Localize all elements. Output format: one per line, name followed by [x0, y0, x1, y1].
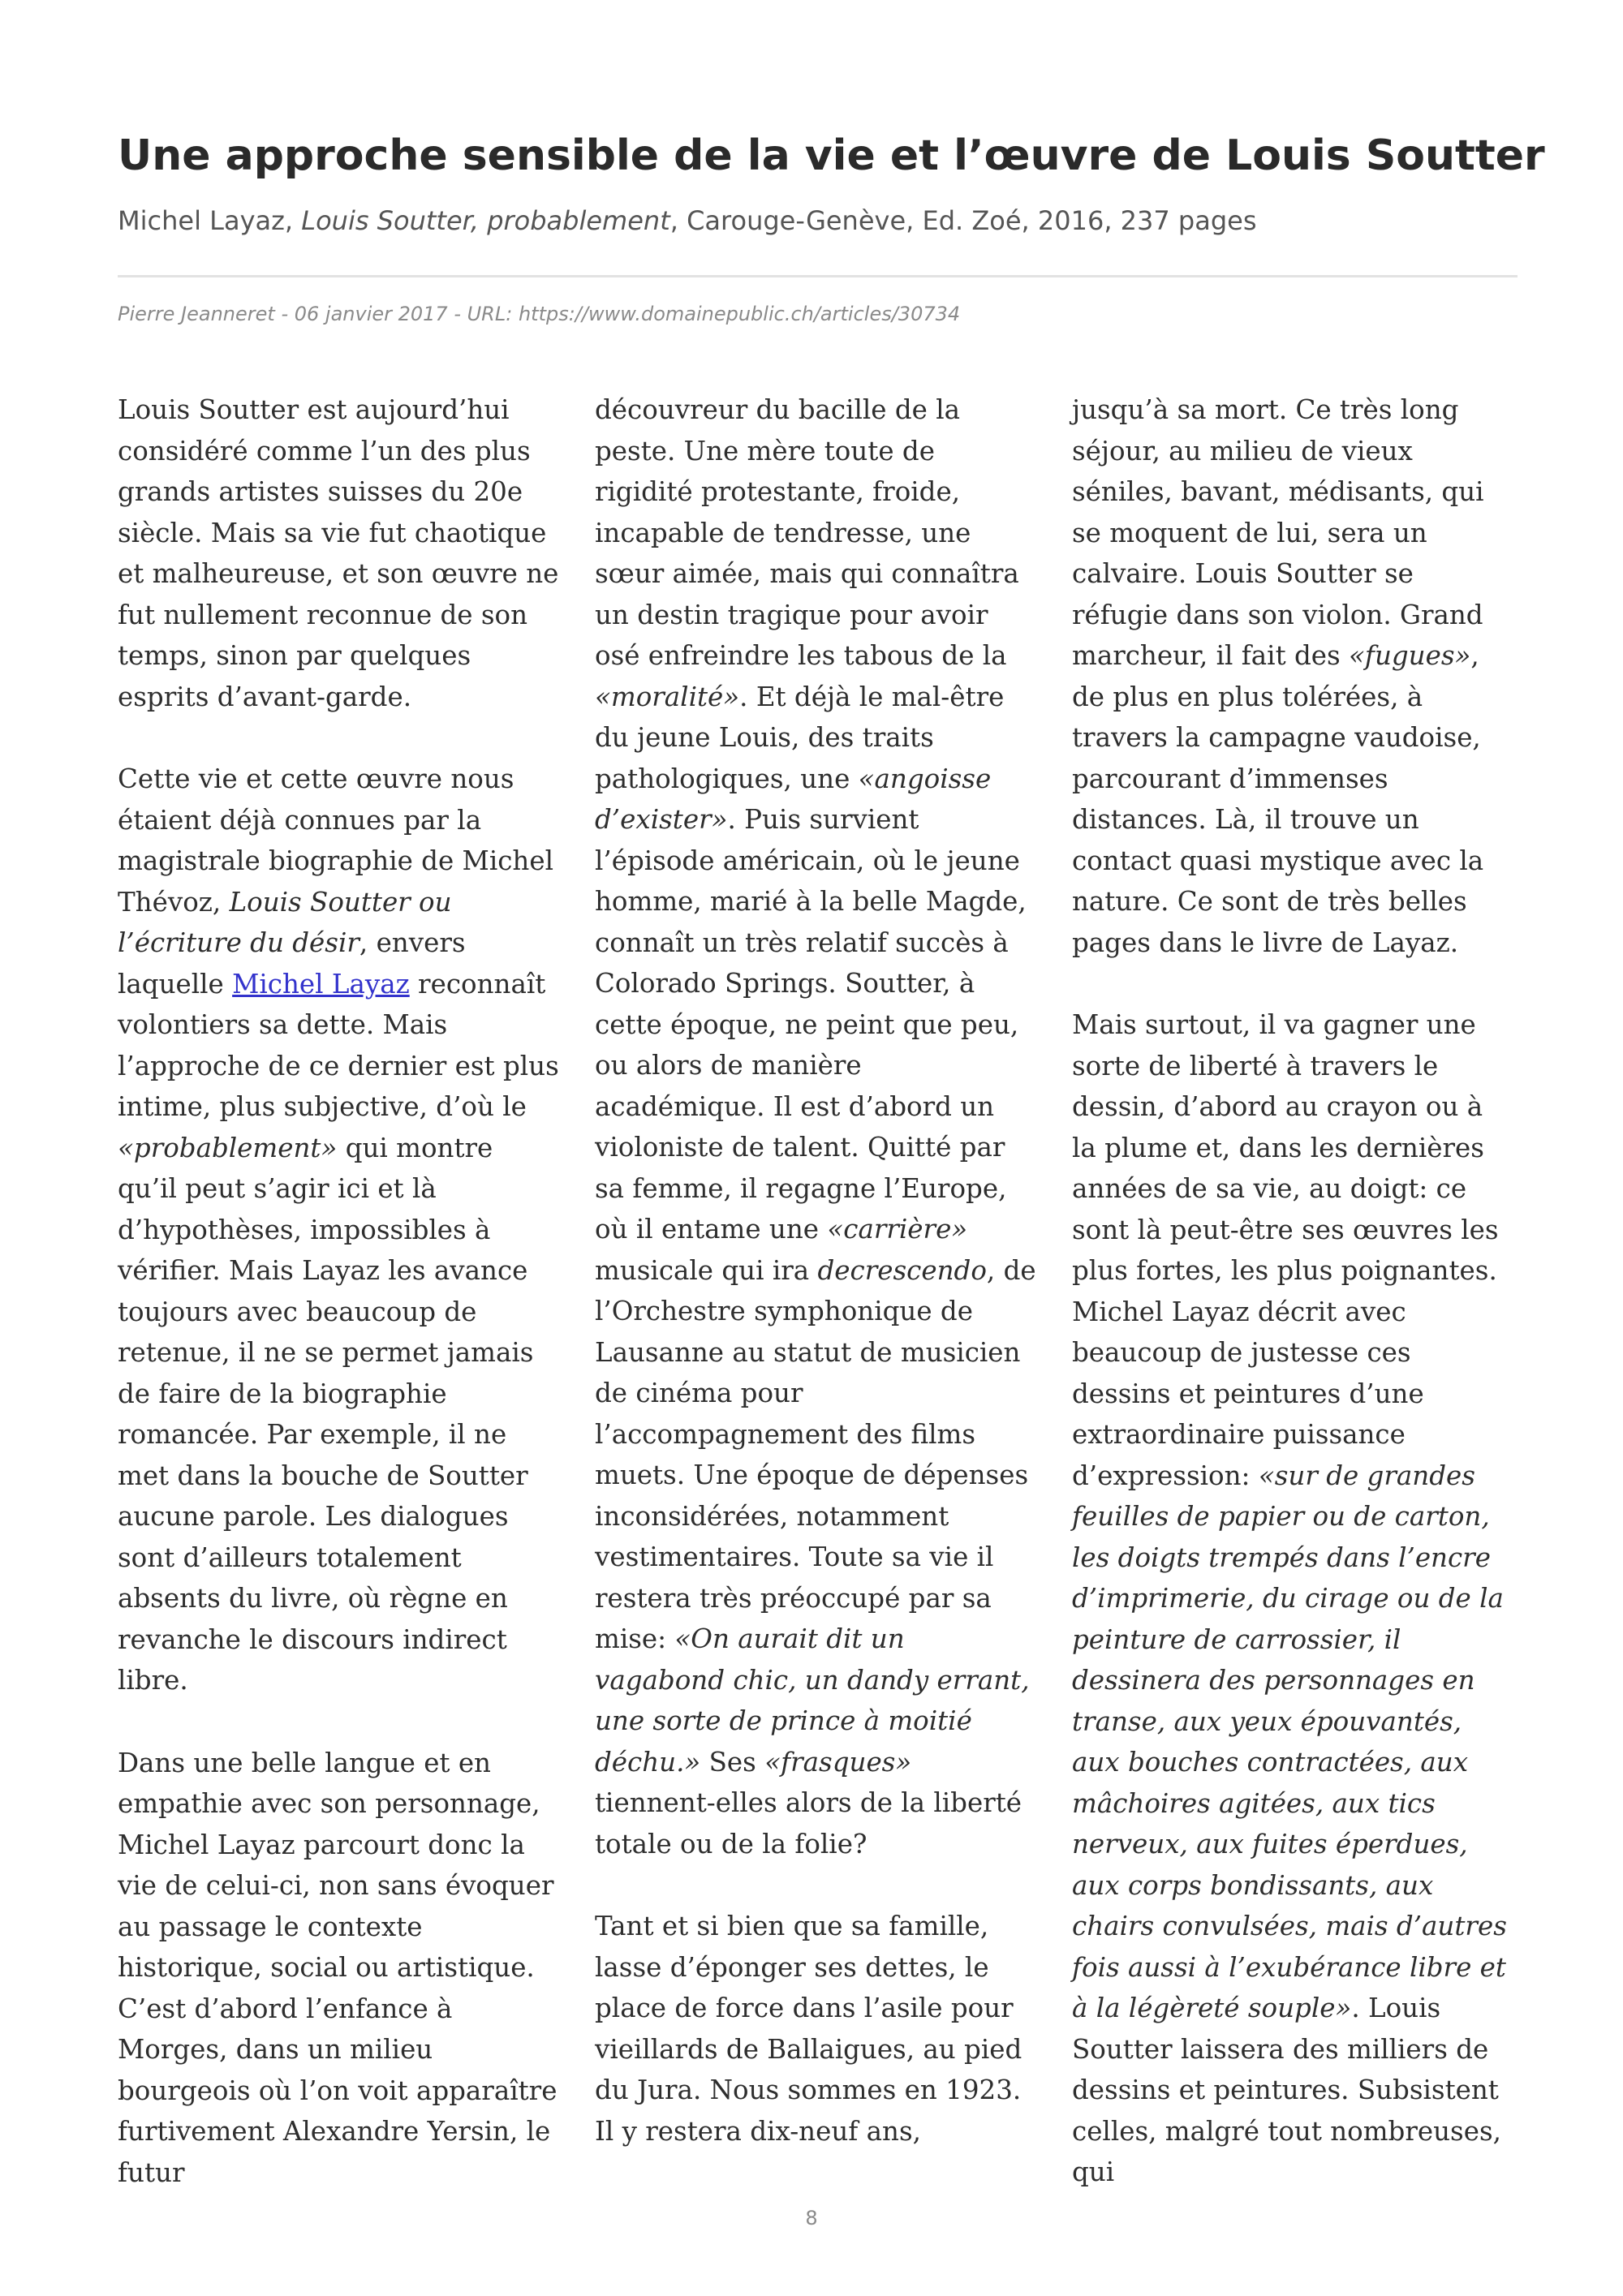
article-title: Une approche sensible de la vie et l’œuvre de Louis Soutter [118, 131, 1545, 180]
text-run: reconnaît volontiers sa dette. Mais l’approche de ce dernier est plus intime, plus subjective, d’où le [118, 968, 559, 1122]
emphasis: «carrière» [827, 1214, 968, 1245]
text-column-1 [118, 389, 560, 2234]
text-run: musicale qui ira [595, 1254, 810, 1286]
paragraph: Louis Soutter est aujourd’hui considéré comme l’un des plus grands artistes suisses du 20e siècle. Mais sa vie fut chaotique et malheureuse, et son œuvre ne fut nullement reconnue de son temps, sinon par quelques esprits d’avant-garde. [118, 394, 559, 712]
book-publication-details: , Carouge-Genève, Ed. Zoé, 2016, 237 pages [669, 205, 1257, 236]
text-run: . Puis survient l’épisode américain, où le jeune homme, marié à la belle Magde, connaît un très relatif succès à Colorado Springs. Soutter, à cette époque, ne peint que peu, ou alors de manière académique. Il est d’abord un violoniste de talent. Quitté par sa femme, il regagne l’Europe, où il entame une [595, 804, 1027, 1245]
emphasis: «frasques» [764, 1746, 912, 1778]
emphasis: «angoisse d’exister» [595, 763, 992, 835]
emphasis: «On aurait dit un vagabond chic, un dandy errant, une sorte de prince à moitié déchu.» [595, 1623, 1030, 1778]
paragraph [595, 389, 1037, 1864]
paragraph [1072, 1004, 1514, 2193]
emphasis: «fugues» [1349, 640, 1471, 671]
emphasis: «moralité» [595, 681, 740, 712]
text-run: . Louis Soutter laissera des milliers de dessins et peintures. Subsistent celles, malgré tout nombreuses, qui [1072, 1993, 1501, 2187]
text-run: Cette vie et cette œuvre nous étaient déjà connues par la magistrale biographie de Michel Thévoz, [118, 763, 553, 918]
text-run: qui montre qu’il peut s’agir ici et là d’hypothèses, impossibles à vérifier. Mais Layaz les avance toujours avec beaucoup de retenue, il ne se permet jamais de faire de la biographie romancée. Par exemple, il ne met dans la bouche de Soutter aucune parole. Les dialogues sont d’ailleurs totalement absents du livre, où règne en revanche le discours indirect libre. [118, 1132, 534, 1696]
text-run: Mais surtout, il va gagner une sorte de liberté à travers le dessin, d’abord au crayon ou à la plume et, dans les dernières années de sa vie, au doigt: ce sont là peut-être ses œuvres les plus fortes, les plus poignantes. Michel Layaz décrit avec beaucoup de justesse ces dessins et peintures d’une extraordinaire puissance d’expression: [1072, 1009, 1499, 1491]
book-reference [118, 203, 1513, 239]
article-meta: Pierre Jeanneret - 06 janvier 2017 - URL: https://www.domainepublic.ch/articles/30734 [118, 303, 961, 325]
text-run: , de plus en plus tolérées, à travers la campagne vaudoise, parcourant d’immenses distances. Là, il trouve un contact quasi mystique avec la nature. Ce sont de très belles pages dans le livre de Layaz. [1072, 640, 1484, 958]
author-link[interactable]: Michel Layaz [232, 968, 410, 1000]
emphasis: «probablement» [118, 1132, 338, 1163]
text-column-2 [595, 389, 1037, 2193]
text-run: tiennent-elles alors de la liberté totale ou de la folie? [595, 1787, 1022, 1860]
emphasis: decrescendo [817, 1254, 987, 1286]
text-run: , envers laquelle [118, 927, 466, 1000]
emphasis: Louis Soutter ou l’écriture du désir [118, 886, 452, 958]
book-title: Louis Soutter, probablement [301, 205, 670, 236]
paragraph [1072, 389, 1514, 963]
paragraph: Dans une belle langue et en empathie avec son personnage, Michel Layaz parcourt donc la vie de celui-ci, non sans évoquer au passage le contexte historique, social ou artistique. C’est d’abord l’enfance à Morges, dans un milieu bourgeois où l’on voit apparaître furtivement Alexandre Yersin, le futur [118, 1747, 558, 2188]
page-number: 8 [805, 2207, 818, 2229]
header-divider [118, 275, 1518, 277]
text-run: découvreur du bacille de la peste. Une mère toute de rigidité protestante, froide, incapable de tendresse, une sœur aimée, mais qui connaîtra un destin tragique pour avoir osé enfreindre les tabous de la [595, 394, 1019, 671]
text-run: , de l’Orchestre symphonique de Lausanne au statut de musicien de cinéma pour l’accompagnement des films muets. Une époque de dépenses inconsidérées, notamment vestimentaires. Toute sa vie il restera très préoccupé par sa mise: [595, 1254, 1036, 1654]
emphasis: «sur de grandes feuilles de papier ou de carton, les doigts trempés dans l’encre d’imprimerie, du cirage ou de la peinture de carrossier, il dessinera des personnages en transe, aux yeux épouvantés, aux bouches contractées, aux mâchoires agitées, aux tics nerveux, aux fuites éperdues, aux corps bondissants, aux chairs convulsées, mais d’autres fois aussi à l’exubérance libre et à la légèreté souple» [1072, 1460, 1507, 2023]
book-author: Michel Layaz, [118, 205, 294, 236]
text-run: jusqu’à sa mort. Ce très long séjour, au milieu de vieux séniles, bavant, médisants, qui se moquent de lui, sera un calvaire. Louis Soutter se réfugie dans son violon. Grand marcheur, il fait des [1072, 394, 1484, 671]
text-run: Ses [708, 1746, 756, 1778]
text-column-3 [1072, 389, 1514, 2234]
text-run: . Et déjà le mal-être du jeune Louis, des traits pathologiques, une [595, 681, 1005, 794]
paragraph: Tant et si bien que sa famille, lasse d’éponger ses dettes, le place de force dans l’asile pour vieillards de Ballaigues, au pied du Jura. Nous sommes en 1923. Il y restera dix-neuf ans, [595, 1911, 1022, 2147]
paragraph [118, 759, 560, 1701]
